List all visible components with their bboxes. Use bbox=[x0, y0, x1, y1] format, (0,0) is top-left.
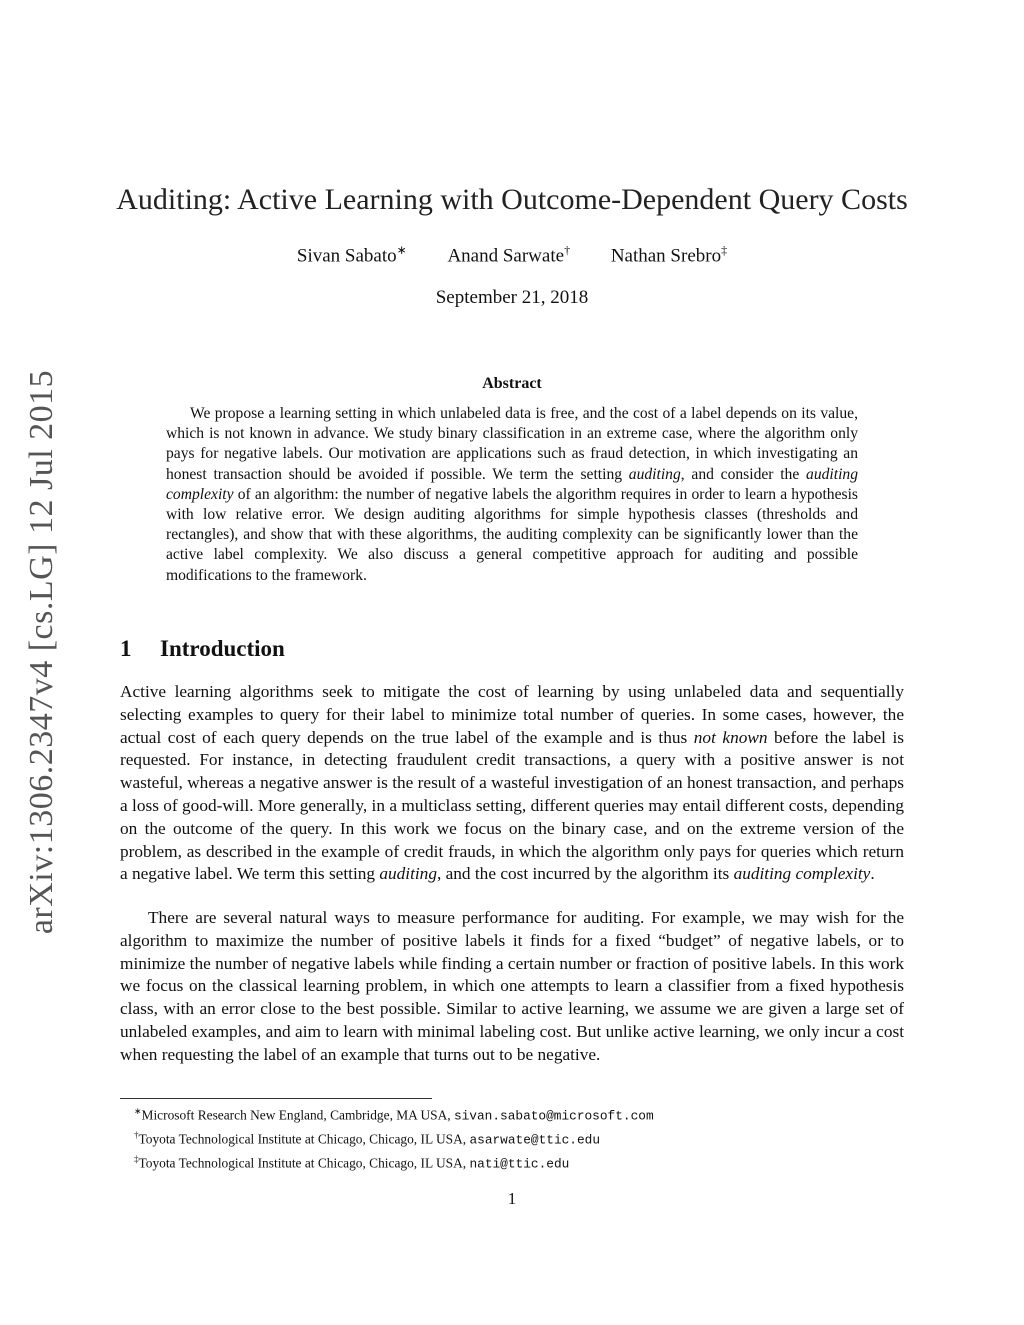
abstract-text: We propose a learning setting in which unlabeled data is free, and the cost of a label depends on its value, which is not known in advance. We study binary classification in an extreme case, where the algorithm only pays for negative labels. Our motivation are applications such as fraud detection, in which investigating an honest transaction should be avoided if possible. We term the setting bbox=[166, 405, 858, 483]
footnote-3 bbox=[120, 1150, 904, 1174]
footnote-email[interactable]: nati@ttic.edu bbox=[469, 1156, 570, 1172]
paragraph-emphasis: auditing bbox=[379, 864, 437, 884]
arxiv-identifier-stamp: arXiv:1306.2347v4 [cs.LG] 12 Jul 2015 bbox=[23, 369, 60, 935]
footnote-text: Microsoft Research New England, Cambridge, MA USA, bbox=[141, 1107, 454, 1123]
abstract-heading: Abstract bbox=[482, 375, 542, 392]
footnote-text: Toyota Technological Institute at Chicago, Chicago, IL USA, bbox=[138, 1155, 470, 1171]
author-1 bbox=[297, 243, 407, 267]
abstract-text: of an algorithm: the number of negative labels the algorithm requires in order to learn a hypothesis with low relative error. We design auditing algorithms for simple hypothesis classes (thresholds and rectangles), and show that with these algorithms, the auditing complexity can be significantly lower than the active label complexity. We also discuss a general competitive approach for auditing and possible modifications to the framework. bbox=[166, 485, 858, 584]
abstract-emphasis: auditing bbox=[628, 465, 681, 483]
author-2 bbox=[447, 243, 570, 267]
footnote-mark: † bbox=[134, 1129, 139, 1140]
footnote-divider bbox=[120, 1098, 432, 1099]
author-footnote-mark: † bbox=[564, 243, 571, 257]
author-name: Nathan Srebro bbox=[610, 245, 722, 267]
footnote-mark: ∗ bbox=[134, 1106, 142, 1116]
footnote-email[interactable]: sivan.sabato@microsoft.com bbox=[453, 1108, 654, 1124]
author-name: Anand Sarwate bbox=[447, 245, 565, 267]
footnote-mark: ‡ bbox=[134, 1153, 139, 1164]
paper-title: Auditing: Active Learning with Outcome-Dependent Query Costs bbox=[116, 183, 908, 216]
paragraph-emphasis: auditing complexity bbox=[733, 864, 871, 884]
paragraph-text: . bbox=[870, 864, 875, 884]
author-name: Sivan Sabato bbox=[296, 245, 397, 267]
abstract-text: , and consider the bbox=[680, 465, 807, 483]
footnote-email[interactable]: asarwate@ttic.edu bbox=[469, 1132, 601, 1148]
footnotes bbox=[120, 1102, 904, 1174]
author-list bbox=[0, 243, 1024, 267]
intro-paragraph-2: There are several natural ways to measure performance for auditing. For example, we may wish for the algorithm to maximize the number of positive labels it finds for a fixed “budget” of negative labels, or to minimize the number of negative labels while finding a certain number or fraction of positive labels. In this work we focus on the classical learning problem, in which one attempts to learn a classifier from a fixed hypothesis class, with an error close to the best possible. Similar to active learning, we assume we are given a large set of unlabeled examples, and aim to learn with minimal labeling cost. But unlike active learning, we only incur a cost when requesting the label of an example that turns out to be negative. bbox=[120, 908, 904, 1064]
author-footnote-mark: ‡ bbox=[721, 243, 728, 257]
section-number: 1 bbox=[120, 636, 132, 661]
paragraph-text: , and the cost incurred by the algorithm its bbox=[436, 864, 734, 884]
paragraph-text: before the label is requested. For instance, in detecting fraudulent credit transactions, a query with a positive answer is not wasteful, whereas a negative answer is the result of a wasteful investigation of an honest transaction, and perhaps a loss of good-will. More generally, in a multiclass setting, different queries may entail different costs, depending on the outcome of the query. In this work we focus on the binary case, and on the extreme version of the problem, as described in the example of credit frauds, in which the algorithm only pays for queries which return a negative label. We term this setting bbox=[120, 727, 904, 884]
footnote-2 bbox=[120, 1126, 904, 1150]
section-title: Introduction bbox=[160, 636, 285, 661]
author-3 bbox=[611, 243, 727, 267]
paragraph-emphasis: not known bbox=[693, 727, 768, 747]
intro-paragraph-1 bbox=[120, 681, 904, 886]
abstract-body bbox=[166, 404, 858, 586]
page-number: 1 bbox=[507, 1189, 517, 1208]
footnote-text: Toyota Technological Institute at Chicago, Chicago, IL USA, bbox=[138, 1131, 470, 1147]
paper-date: September 21, 2018 bbox=[435, 287, 589, 308]
footnote-1 bbox=[120, 1102, 904, 1126]
section-heading bbox=[120, 636, 285, 662]
author-footnote-mark: ∗ bbox=[396, 243, 407, 257]
paragraph-text: Active learning algorithms seek to mitigate the cost of learning by using unlabeled data and sequentially selecting examples to query for their label to minimize total number of queries. In some cases, however, the actual cost of each query depends on the true label of the example and is thus bbox=[120, 682, 904, 747]
abstract-emphasis: auditing complexity bbox=[166, 465, 858, 503]
